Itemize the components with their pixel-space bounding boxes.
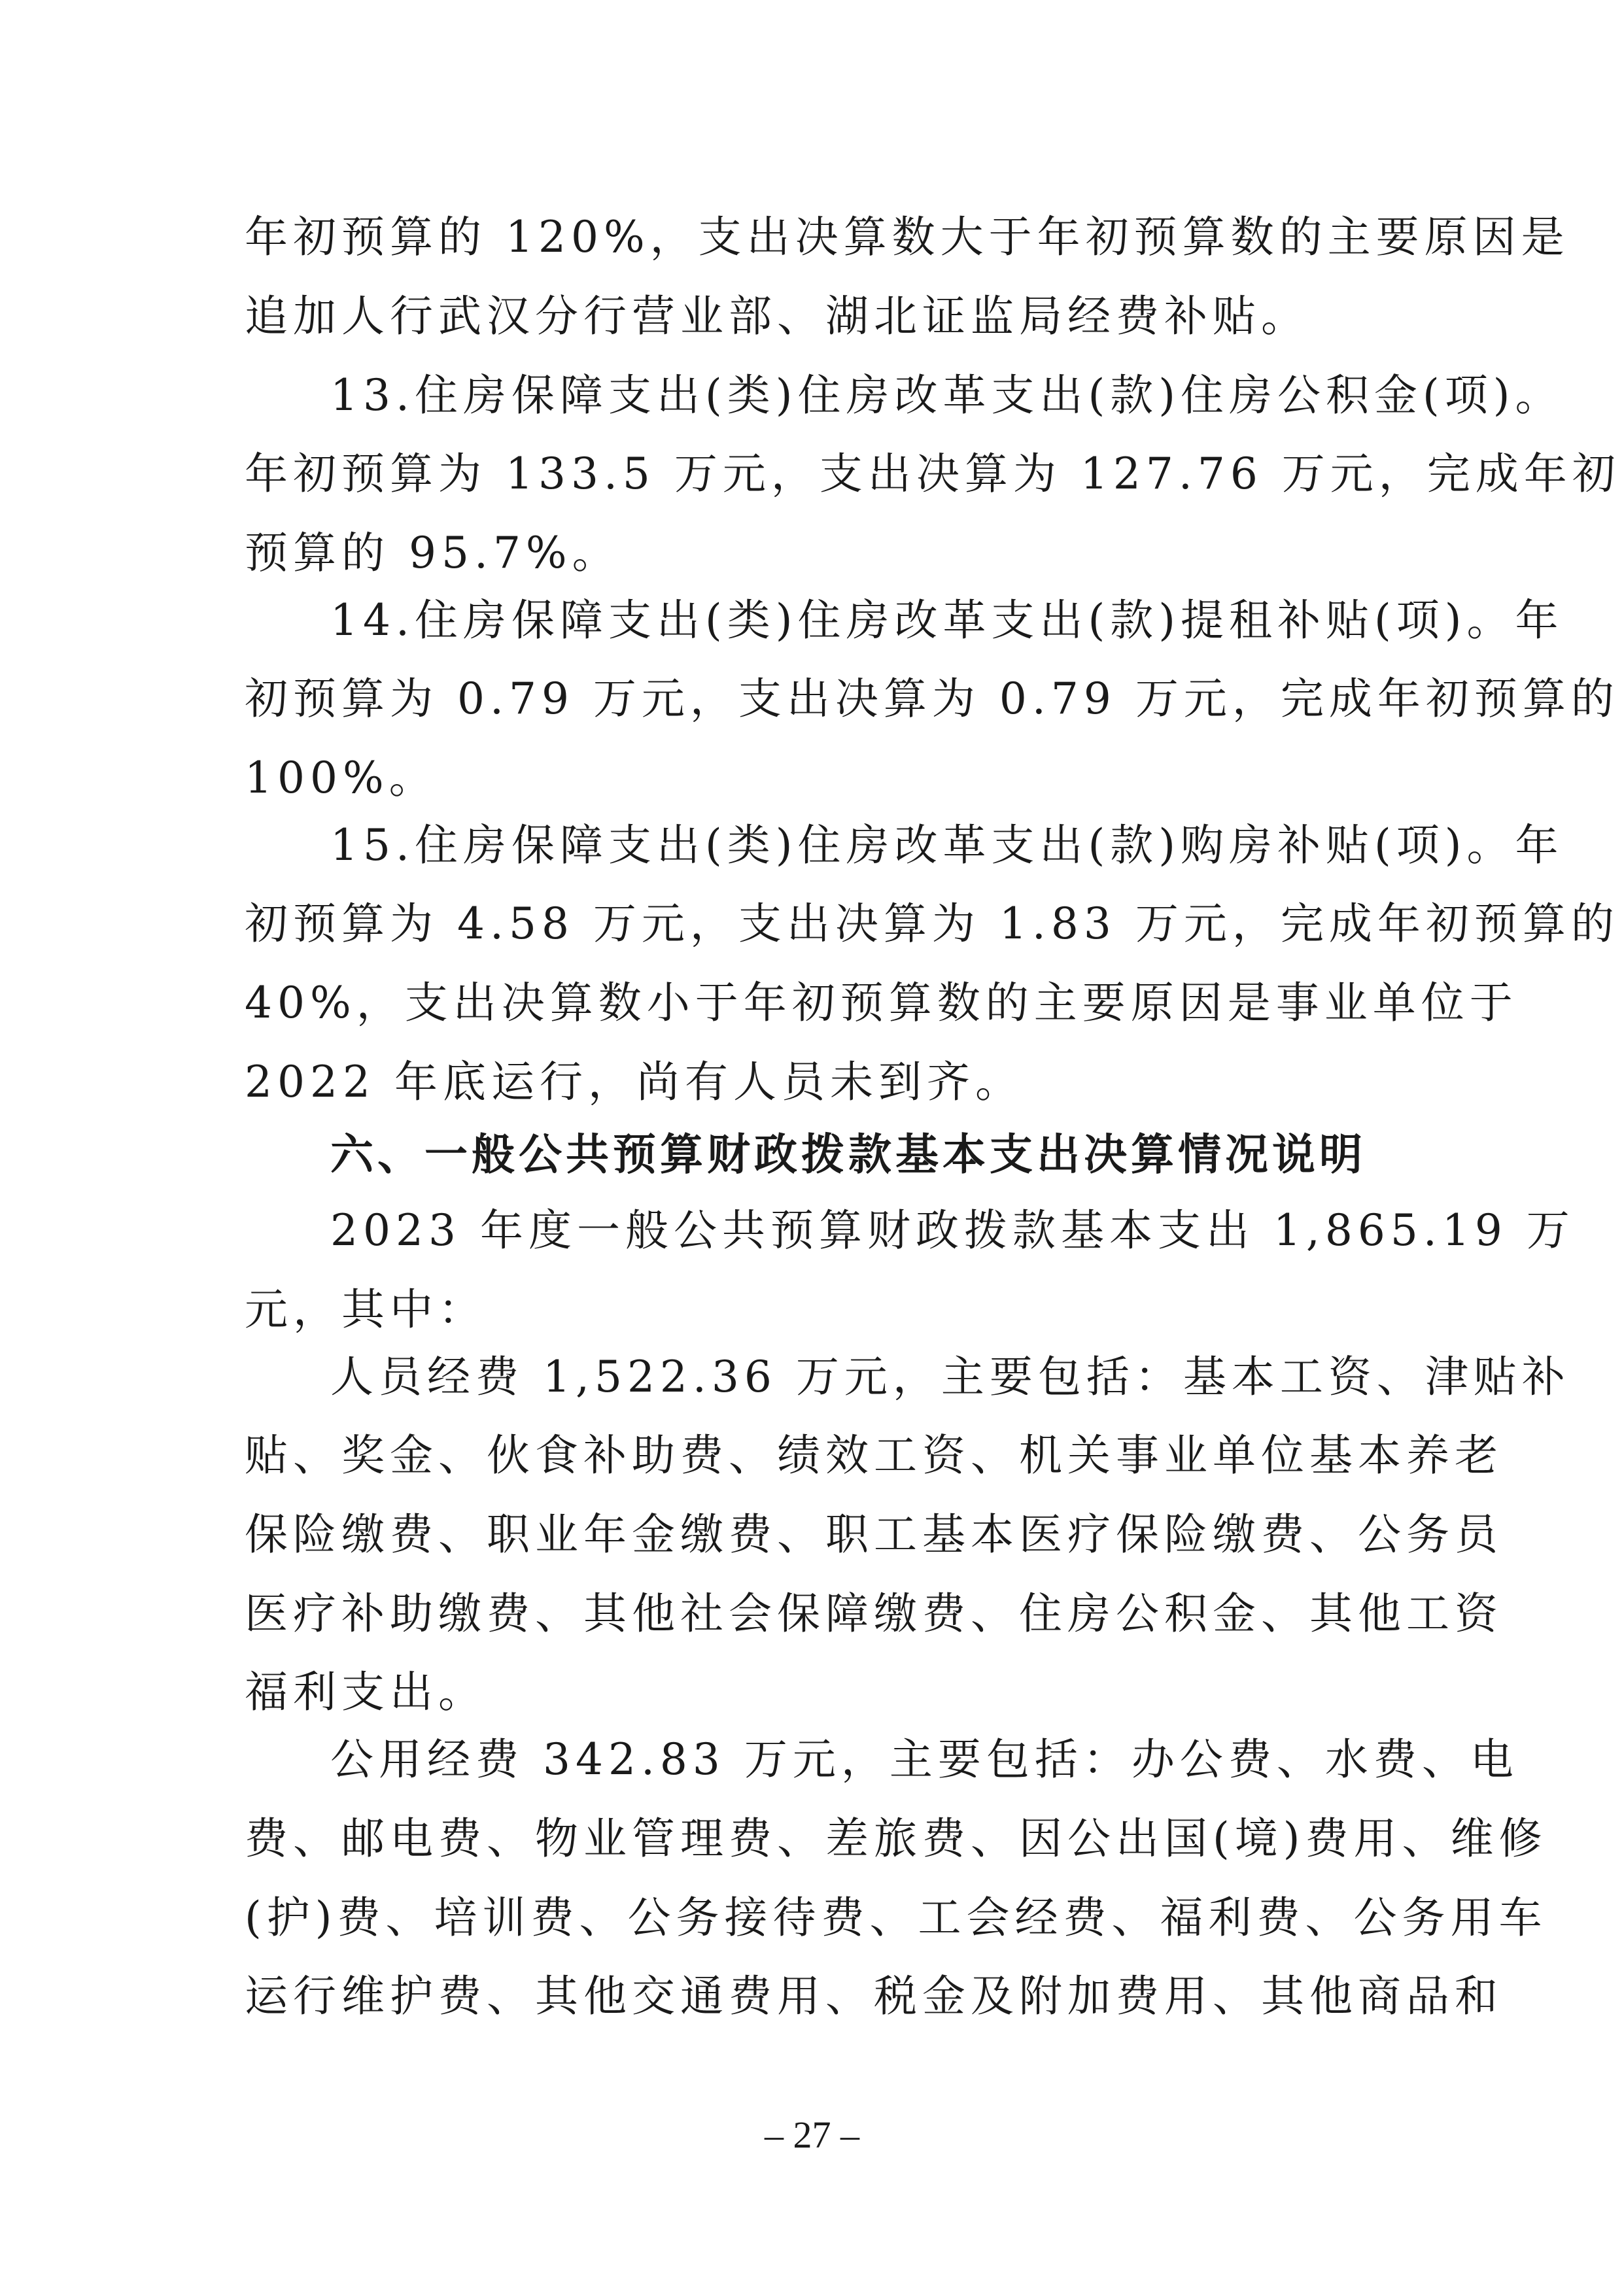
- body-text-line: 年初预算为 133.5 万元，支出决算为 127.76 万元，完成年初: [245, 449, 1621, 499]
- body-text-line: 初预算为 0.79 万元，支出决算为 0.79 万元，完成年初预算的: [245, 674, 1619, 724]
- body-text-line: 福利支出。: [245, 1667, 487, 1717]
- body-text-line: (护)费、培训费、公务接待费、工会经费、福利费、公务用车: [245, 1893, 1547, 1943]
- body-text-line: 人员经费 1,522.36 万元，主要包括：基本工资、津贴补: [330, 1352, 1570, 1402]
- body-text-line: 费、邮电费、物业管理费、差旅费、因公出国(境)费用、维修: [245, 1813, 1547, 1864]
- body-text-line: 医疗补助缴费、其他社会保障缴费、住房公积金、其他工资: [245, 1588, 1503, 1639]
- body-text-line: 15.住房保障支出(类)住房改革支出(款)购房补贴(项)。年: [330, 820, 1564, 870]
- body-text-line: 14.住房保障支出(类)住房改革支出(款)提租补贴(项)。年: [330, 595, 1564, 645]
- body-text-line: 40%，支出决算数小于年初预算数的主要原因是事业单位于: [245, 978, 1518, 1028]
- body-text-line: 公用经费 342.83 万元，主要包括：办公费、水费、电: [330, 1734, 1519, 1785]
- section-heading: 六、一般公共预算财政拨款基本支出决算情况说明: [330, 1129, 1366, 1180]
- page-number: – 27 –: [765, 2114, 859, 2156]
- body-text-line: 预算的 95.7%。: [245, 528, 621, 578]
- body-text-line: 保险缴费、职业年金缴费、职工基本医疗保险缴费、公务员: [245, 1509, 1503, 1560]
- body-text-line: 追加人行武汉分行营业部、湖北证监局经费补贴。: [245, 291, 1309, 341]
- body-text-line: 元，其中：: [245, 1284, 487, 1335]
- body-text-line: 13.住房保障支出(类)住房改革支出(款)住房公积金(项)。: [330, 370, 1564, 420]
- body-text-line: 2022 年底运行，尚有人员未到齐。: [245, 1057, 1024, 1107]
- body-text-line: 初预算为 4.58 万元，支出决算为 1.83 万元，完成年初预算的: [245, 899, 1619, 949]
- body-text-line: 100%。: [245, 753, 438, 803]
- body-text-line: 年初预算的 120%，支出决算数大于年初预算数的主要原因是: [245, 212, 1570, 262]
- body-text-line: 运行维护费、其他交通费用、税金及附加费用、其他商品和: [245, 1971, 1503, 2021]
- body-text-line: 2023 年度一般公共预算财政拨款基本支出 1,865.19 万: [330, 1205, 1575, 1256]
- body-text-line: 贴、奖金、伙食补助费、绩效工资、机关事业单位基本养老: [245, 1430, 1503, 1481]
